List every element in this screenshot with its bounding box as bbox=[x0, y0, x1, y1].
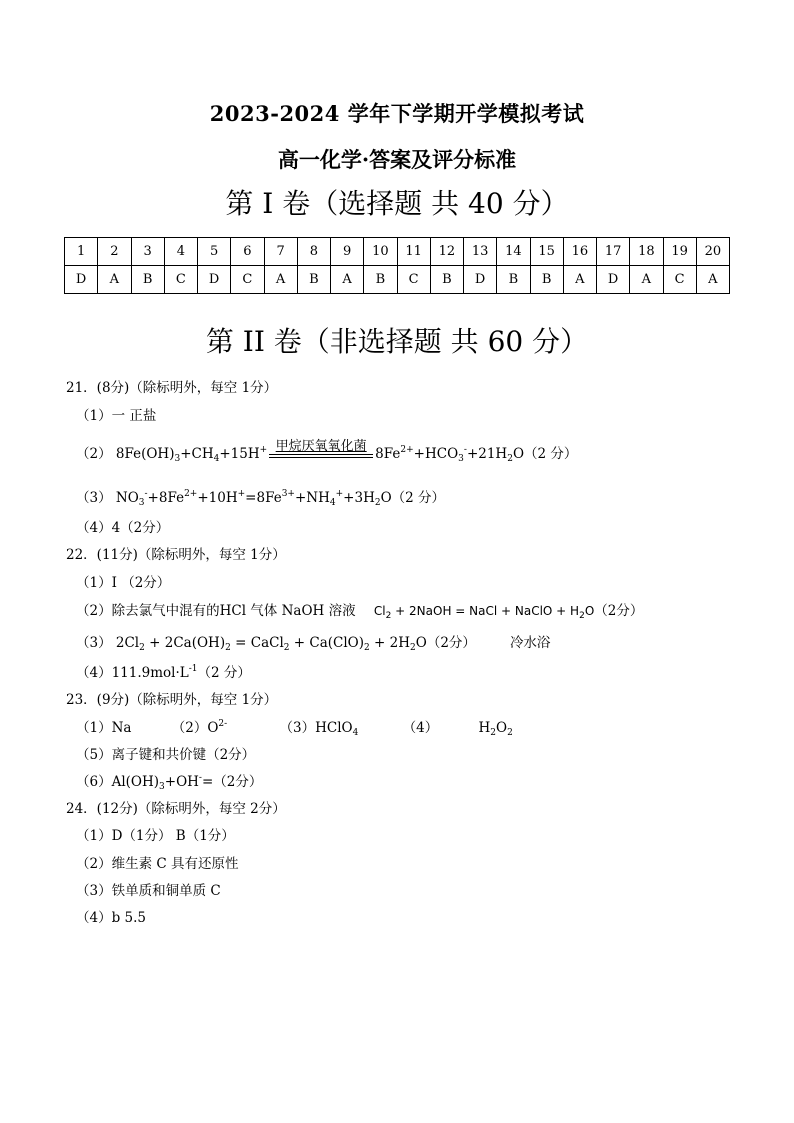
q22-answer-3: （3） $2Cl_2 + 2Ca(OH)_2$ = CaCl$_2$ + $Ca(ClO)_2 + 2H_2O(2$分） 冷水浴 bbox=[76, 635, 551, 653]
answer-cell: A bbox=[563, 266, 596, 294]
answer-cell: C bbox=[663, 266, 696, 294]
answer-cell: A bbox=[696, 266, 729, 294]
question-number-cell: 13 bbox=[464, 238, 497, 266]
question-number-cell: 11 bbox=[397, 238, 430, 266]
answer-table-number-row bbox=[65, 238, 730, 266]
q21-answer-1: （1）一 正盐 bbox=[76, 408, 157, 424]
q23-answer-1: （1）Na $(2)O^{2-}$ （3）HClO$_4$ （4） $H_2O_2$ bbox=[76, 719, 513, 738]
answer-table bbox=[64, 237, 730, 294]
q23-heading: 23．(9分)（除标明外，每空 1分） bbox=[66, 692, 278, 708]
q24-answer-1: （1）D（1分） B（1分） bbox=[76, 828, 235, 844]
answer-cell: D bbox=[464, 266, 497, 294]
answer-cell: A bbox=[264, 266, 297, 294]
q21-answer-2: （2） $8Fe(OH)_3+CH_4+15H^+$ 甲烷厌氧氧化菌 $8Fe^{2+}+HCO_3^-+21H_2O(2$ 分） bbox=[76, 439, 578, 464]
answer-cell: D bbox=[597, 266, 630, 294]
exam-subtitle: 高一化学·答案及评分标准 bbox=[277, 147, 517, 172]
question-number-cell: 20 bbox=[696, 238, 729, 266]
question-number-cell: 1 bbox=[65, 238, 98, 266]
q22-answer-1: （1）I （2分） bbox=[76, 575, 171, 591]
answer-cell: D bbox=[65, 266, 98, 294]
section2-title: 第 II 卷（非选择题 共 60 分） bbox=[205, 325, 589, 358]
section1-title: 第 I 卷（选择题 共 40 分） bbox=[225, 187, 569, 220]
answer-cell: A bbox=[630, 266, 663, 294]
reaction-condition: 甲烷厌氧氧化菌 bbox=[269, 452, 373, 458]
question-number-cell: 3 bbox=[131, 238, 164, 266]
q22-answer-4: $(4)111.9mol\cdot L^{-1}(2$ 分） bbox=[76, 664, 251, 681]
question-number-cell: 2 bbox=[98, 238, 131, 266]
answer-cell: B bbox=[497, 266, 530, 294]
answer-cell: A bbox=[331, 266, 364, 294]
question-number-cell: 9 bbox=[331, 238, 364, 266]
question-number-cell: 4 bbox=[164, 238, 197, 266]
answer-cell: C bbox=[231, 266, 264, 294]
answer-cell: B bbox=[297, 266, 330, 294]
answer-cell: D bbox=[198, 266, 231, 294]
question-number-cell: 12 bbox=[430, 238, 463, 266]
question-number-cell: 19 bbox=[663, 238, 696, 266]
answer-cell: B bbox=[430, 266, 463, 294]
question-number-cell: 16 bbox=[563, 238, 596, 266]
q24-heading: 24．(12分)（除标明外，每空 2分） bbox=[66, 801, 286, 817]
q24-answer-2: （2）维生素 C 具有还原性 bbox=[76, 856, 239, 872]
q22-heading: 22．(11分)（除标明外，每空 1分） bbox=[66, 547, 286, 563]
answer-cell: B bbox=[530, 266, 563, 294]
question-number-cell: 18 bbox=[630, 238, 663, 266]
q23-answer-6: $(6)Al(OH)_3+OH^-=(2$分） bbox=[76, 773, 263, 792]
q23-answer-5: （5）离子键和共价键（2分） bbox=[76, 747, 256, 763]
answer-cell: B bbox=[131, 266, 164, 294]
q22-answer-2: （2）除去氯气中混有的HCl 气体 NaOH 溶液 $Cl_2$ + 2NaOH = NaCl + NaClO + $H_2O(2$分） bbox=[76, 603, 644, 621]
question-number-cell: 15 bbox=[530, 238, 563, 266]
q21-heading: 21．(8分)（除标明外，每空 1分） bbox=[66, 380, 278, 396]
question-number-cell: 6 bbox=[231, 238, 264, 266]
q24-answer-4: （4）b 5.5 bbox=[76, 910, 146, 926]
q21-answer-4: （4）4（2分） bbox=[76, 520, 170, 536]
question-number-cell: 7 bbox=[264, 238, 297, 266]
answer-cell: B bbox=[364, 266, 397, 294]
answer-cell: C bbox=[397, 266, 430, 294]
answer-cell: C bbox=[164, 266, 197, 294]
question-number-cell: 17 bbox=[597, 238, 630, 266]
question-number-cell: 10 bbox=[364, 238, 397, 266]
question-number-cell: 8 bbox=[297, 238, 330, 266]
question-number-cell: 14 bbox=[497, 238, 530, 266]
q21-answer-3: （3） $NO_3^-+8Fe^{2+}+10H^+=8Fe^{3+}+NH_4^++3H_2O(2$ 分） bbox=[76, 489, 446, 508]
exam-title: 2023-2024 学年下学期开学模拟考试 bbox=[209, 101, 585, 126]
question-number-cell: 5 bbox=[198, 238, 231, 266]
answer-cell: A bbox=[98, 266, 131, 294]
q24-answer-3: （3）铁单质和铜单质 C bbox=[76, 883, 221, 899]
answer-table-answer-row bbox=[65, 266, 730, 294]
